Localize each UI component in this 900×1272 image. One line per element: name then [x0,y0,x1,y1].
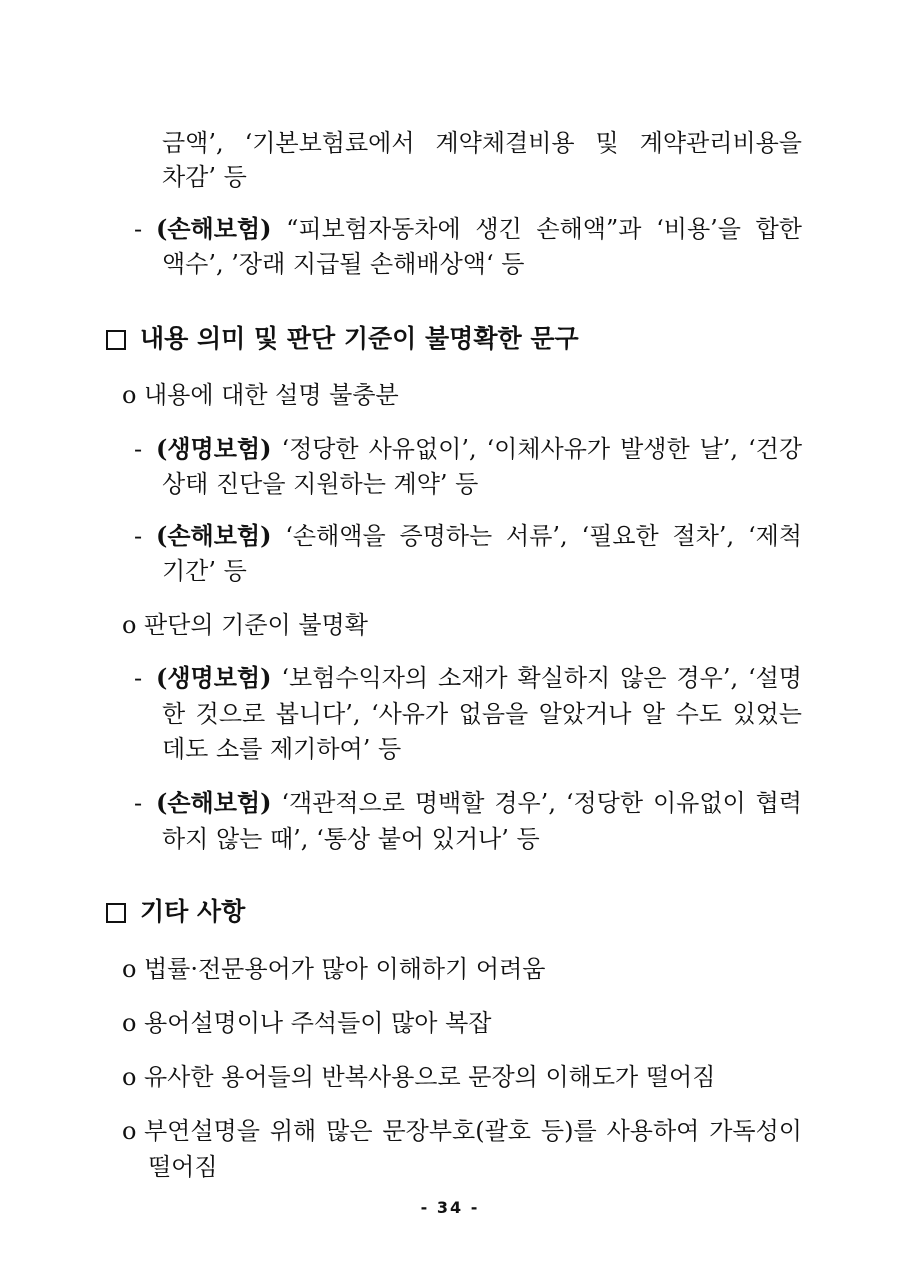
dash-mark: - [134,664,143,692]
bullet-mark: o [122,381,137,409]
life-insurance-item-b-cont-1: 한 것으로 봅니다’, ‘사유가 없음을 알았거나 알 수도 있었는 [162,700,802,728]
bullet-text: 유사한 용어들의 반복사용으로 문장의 이해도가 떨어짐 [144,1063,716,1091]
category-tag: (손해보험) [156,521,272,550]
damage-insurance-item-a-cont: 기간’ 등 [162,557,247,585]
dash-mark: - [134,435,143,463]
square-box-icon [106,903,126,923]
damage-insurance-item-b-cont: 하지 않는 때’, ‘통상 붙어 있거나’ 등 [162,825,540,853]
dash-mark: - [134,789,143,817]
bullet-text: 용어설명이나 주석들이 많아 복잡 [144,1009,492,1037]
continuation-line-1: 금액’, ‘기본보험료에서 계약체결비용 및 계약관리비용을 [162,129,802,157]
bullet-text: 내용에 대한 설명 불충분 [144,381,399,409]
item-text: ‘손해액을 증명하는 서류’, ‘필요한 절차’, ‘제척 [285,522,802,550]
damage-insurance-item-1 [134,212,802,246]
damage-insurance-item-a [134,519,802,553]
bullet-other-3 [122,1060,715,1094]
page-number: - 34 - [420,1198,480,1217]
bullet-other-4-cont: 떨어짐 [148,1153,218,1181]
section-heading-unclear-terms [106,322,579,356]
item-text: ‘정당한 사유없이’, ‘이체사유가 발생한 날’, ‘건강 [281,435,803,463]
bullet-other-1 [122,952,545,986]
item-text: ‘보험수익자의 소재가 확실하지 않은 경우’, ‘설명 [281,664,802,692]
damage-insurance-item-b [134,786,802,820]
section-heading-other [106,895,245,929]
bullet-text: 부연설명을 위해 많은 문장부호(괄호 등)를 사용하여 가독성이 [144,1117,802,1145]
section-title: 기타 사항 [140,897,246,926]
section-title: 내용 의미 및 판단 기준이 불명확한 문구 [140,324,579,353]
bullet-text: 법률·전문용어가 많아 이해하기 어려움 [144,955,546,983]
category-tag: (손해보험) [156,214,272,243]
category-tag: (손해보험) [156,788,272,817]
item-text: “피보험자동차에 생긴 손해액”과 ‘비용’을 합한 [286,215,802,243]
life-insurance-item-b-cont-2: 데도 소를 제기하여’ 등 [162,735,402,763]
dash-mark: - [134,522,143,550]
bullet-mark: o [122,955,137,983]
bullet-mark: o [122,1117,137,1145]
life-insurance-item-a-cont: 상태 진단을 지원하는 계약’ 등 [162,470,479,498]
bullet-other-2 [122,1006,491,1040]
bullet-text: 판단의 기준이 불명확 [144,611,368,639]
life-insurance-item-a [134,432,802,466]
category-tag: (생명보험) [156,434,272,463]
bullet-mark: o [122,1009,137,1037]
bullet-unclear-criteria [122,608,368,642]
square-box-icon [106,330,126,350]
continuation-line-2: 차감’ 등 [162,163,247,191]
damage-insurance-item-1-cont: 액수’, ’장래 지급될 손해배상액‘ 등 [162,250,525,278]
life-insurance-item-b [134,661,802,695]
bullet-mark: o [122,1063,137,1091]
dash-mark: - [134,215,143,243]
bullet-other-4 [122,1114,802,1148]
item-text: ‘객관적으로 명백할 경우’, ‘정당한 이유없이 협력 [281,789,802,817]
bullet-insufficient-explanation [122,378,399,412]
category-tag: (생명보험) [156,663,272,692]
bullet-mark: o [122,611,137,639]
